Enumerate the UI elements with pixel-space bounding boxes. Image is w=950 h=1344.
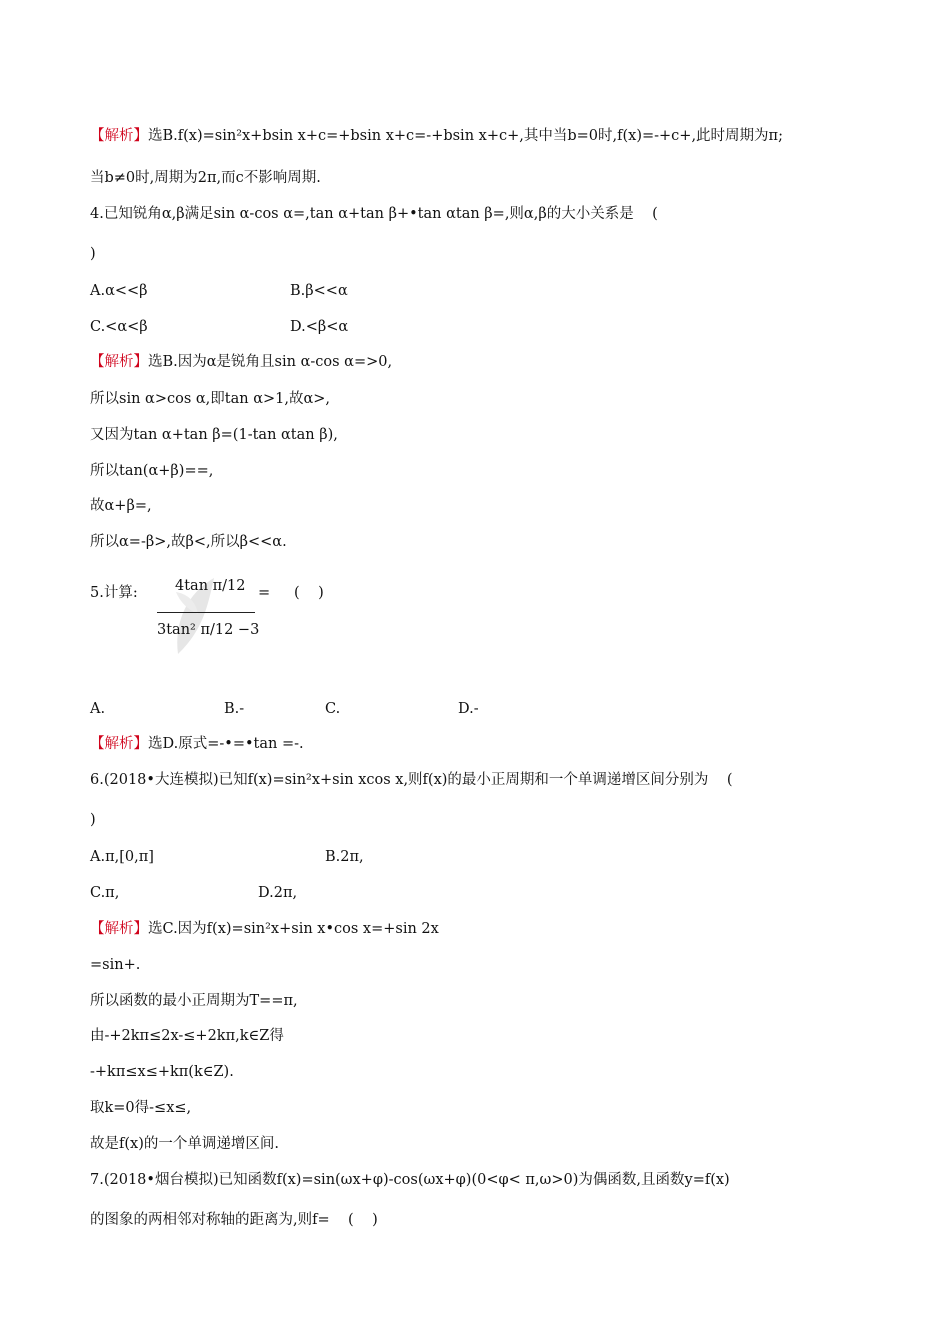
q5-option-b: B.- [224, 701, 245, 717]
q6-stem-close: ) [90, 812, 96, 828]
q3-answer-text: 选B.f(x)=sin²x+bsin x+c=+bsin x+c=-+bsin x+c+,其中当b=0时,f(x)=-+c+,此时周期为π; [148, 128, 783, 144]
q4-answer-line-2: 所以sin α>cos α,即tan α>1,故α>, [90, 391, 331, 407]
q4-stem-close: ) [90, 246, 96, 262]
q4-answer-text: 选B.因为α是锐角且sin α-cos α=>0, [148, 354, 393, 370]
q5-answer-text: 选D.原式=-•=•tan =-. [148, 736, 304, 752]
fraction-bar [157, 612, 255, 613]
q5-answer-line [90, 734, 304, 754]
q4-answer-line-3: 又因为tan α+tan β=(1-tan αtan β), [90, 427, 338, 443]
q5-paren: ( ) [294, 585, 324, 601]
q5-option-c: C. [325, 701, 341, 717]
q6-stem: 6.(2018•大连模拟)已知f(x)=sin²x+sin xcos x,则f(x)的最小正周期和一个单调递增区间分别为 ( [90, 772, 733, 788]
analysis-tag: 【解析】 [90, 921, 148, 937]
q4-option-b: B.β<<α [290, 283, 348, 299]
q4-option-a: A.α<<β [90, 283, 148, 299]
q6-answer-text: 选C.因为f(x)=sin²x+sin x•cos x=+sin 2x [148, 921, 439, 937]
q6-answer-line-6: 取k=0得-≤x≤, [90, 1100, 192, 1116]
q5-fraction [155, 572, 260, 660]
q6-answer-line-3: 所以函数的最小正周期为T==π, [90, 993, 298, 1009]
q5-denominator: 3tan² π/12 −3 [157, 622, 260, 638]
q5-option-d: D.- [458, 701, 479, 717]
q6-option-a: A.π,[0,π] [90, 849, 154, 865]
q6-answer-line-7: 故是f(x)的一个单调递增区间. [90, 1136, 279, 1152]
q6-answer-line-2: =sin+. [90, 957, 141, 973]
q3-answer-line-2: 当b≠0时,周期为2π,而c不影响周期. [90, 170, 321, 186]
q5-numerator: 4tan π/12 [175, 578, 246, 594]
analysis-tag: 【解析】 [90, 354, 148, 370]
q4-answer-line-4: 所以tan(α+β)==, [90, 463, 214, 479]
q4-stem: 4.已知锐角α,β满足sin α-cos α=,tan α+tan β+•tan αtan β=,则α,β的大小关系是 ( [90, 206, 658, 222]
q5-equals: = [258, 585, 271, 601]
q7-stem-line-1: 7.(2018•烟台模拟)已知函数f(x)=sin(ωx+φ)-cos(ωx+φ)(0<φ< π,ω>0)为偶函数,且函数y=f(x) [90, 1172, 730, 1188]
q6-answer-line-5: -+kπ≤x≤+kπ(k∈Z). [90, 1064, 234, 1080]
q5-stem: 5.计算: [90, 585, 138, 601]
q6-answer-line-4: 由-+2kπ≤2x-≤+2kπ,k∈Z得 [90, 1028, 284, 1044]
q4-option-c: C.<α<β [90, 319, 148, 335]
q4-answer-line-6: 所以α=-β>,故β<,所以β<<α. [90, 534, 287, 550]
analysis-tag: 【解析】 [90, 736, 148, 752]
q4-answer-line-1 [90, 352, 392, 372]
q4-option-d: D.<β<α [290, 319, 349, 335]
q3-answer-line-1 [90, 126, 783, 146]
q6-option-d: D.2π, [258, 885, 298, 901]
q5-option-a: A. [90, 701, 106, 717]
analysis-tag: 【解析】 [90, 128, 148, 144]
q6-option-c: C.π, [90, 885, 120, 901]
q6-option-b: B.2π, [325, 849, 364, 865]
q7-stem-line-2: 的图象的两相邻对称轴的距离为,则f= ( ) [90, 1212, 378, 1228]
q4-answer-line-5: 故α+β=, [90, 498, 152, 514]
q6-answer-line-1 [90, 919, 439, 939]
